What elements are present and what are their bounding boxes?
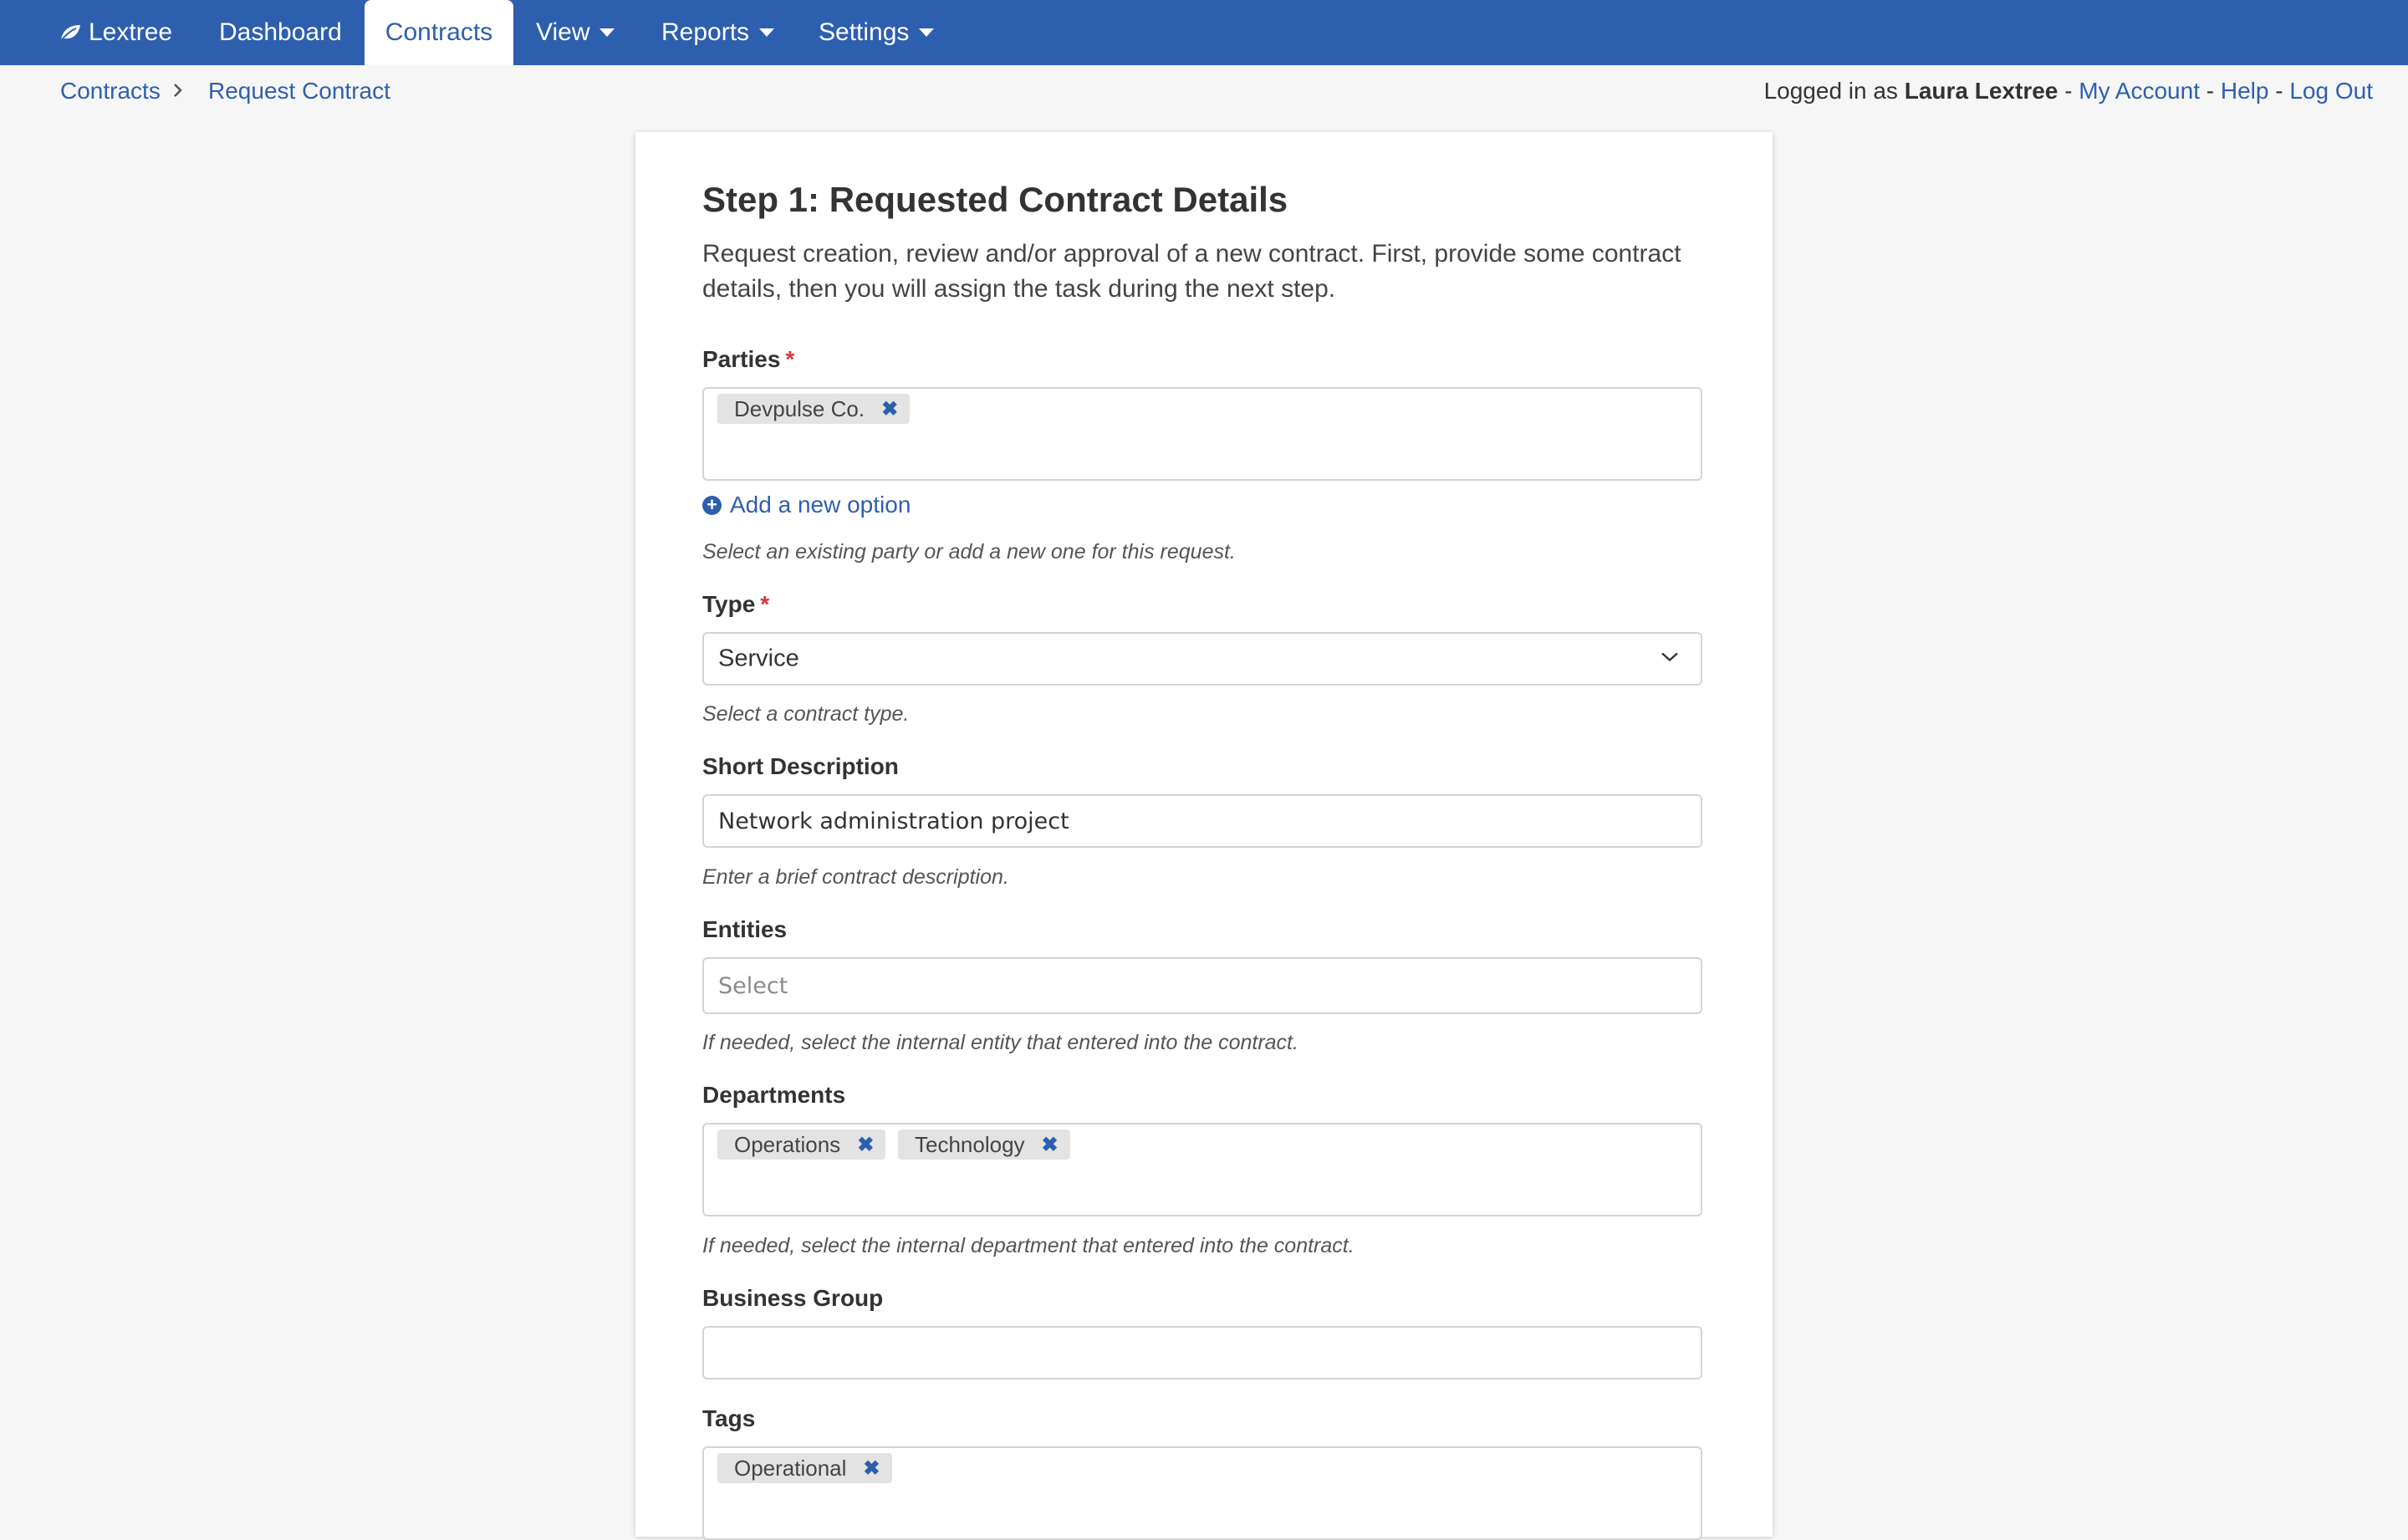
tag-operational bbox=[717, 1453, 892, 1483]
tag-operations bbox=[717, 1130, 885, 1160]
type-select[interactable] bbox=[702, 632, 1702, 686]
separator: - bbox=[2275, 78, 2283, 104]
tag-technology bbox=[898, 1130, 1070, 1160]
departments-multiselect[interactable] bbox=[702, 1123, 1702, 1216]
nav-contracts-label: Contracts bbox=[385, 18, 493, 46]
intro-text: Request creation, review and/or approval of a new contract. First, provide some contract details, then you will assign the task during the next step. bbox=[702, 240, 1681, 303]
nav-reports-label: Reports bbox=[661, 18, 750, 46]
page-title: Step 1: Requested Contract Details bbox=[702, 180, 1288, 219]
short-description-value: Network administration project bbox=[718, 808, 1069, 834]
nav-reports[interactable] bbox=[661, 0, 774, 65]
departments-label: Departments bbox=[702, 1082, 846, 1108]
short-description-help: Enter a brief contract description. bbox=[702, 865, 1009, 889]
entities-help: If needed, select the internal entity that entered into the contract. bbox=[702, 1031, 1298, 1054]
separator: - bbox=[2206, 78, 2215, 104]
log-out-link[interactable]: Log Out bbox=[2289, 78, 2373, 104]
tag-label: Operations bbox=[734, 1131, 841, 1157]
business-group-label: Business Group bbox=[702, 1285, 884, 1311]
short-description-input[interactable] bbox=[702, 794, 1702, 848]
chevron-down-icon bbox=[1661, 651, 1679, 667]
entities-select[interactable] bbox=[702, 957, 1702, 1014]
parties-help: Select an existing party or add a new one for this request. bbox=[702, 540, 1236, 563]
type-help: Select a contract type. bbox=[702, 702, 910, 726]
business-group-input[interactable] bbox=[702, 1326, 1702, 1379]
required-marker: * bbox=[760, 591, 770, 617]
entities-label: Entities bbox=[702, 916, 788, 942]
plus-circle-icon: + bbox=[702, 496, 722, 515]
tags-multiselect[interactable] bbox=[702, 1446, 1702, 1540]
breadcrumb-request-contract[interactable]: Request Contract bbox=[208, 78, 390, 104]
short-description-label: Short Description bbox=[702, 753, 899, 779]
nav-contracts[interactable] bbox=[365, 0, 513, 65]
remove-tag-icon[interactable]: ✖ bbox=[1041, 1133, 1059, 1156]
required-marker: * bbox=[785, 346, 795, 372]
tags-label: Tags bbox=[702, 1405, 756, 1431]
logged-in-prefix: Logged in as bbox=[1763, 78, 1898, 104]
remove-tag-icon[interactable]: ✖ bbox=[857, 1133, 875, 1156]
my-account-link[interactable]: My Account bbox=[2079, 78, 2200, 104]
request-form-card bbox=[635, 132, 1773, 1537]
top-navbar bbox=[0, 0, 2408, 65]
caret-down-icon bbox=[759, 28, 774, 37]
caret-down-icon bbox=[919, 28, 934, 37]
tag-label: Technology bbox=[915, 1131, 1025, 1157]
nav-dashboard[interactable] bbox=[219, 0, 342, 65]
parties-label bbox=[702, 346, 794, 373]
nav-settings-label: Settings bbox=[819, 18, 910, 46]
help-link[interactable]: Help bbox=[2220, 78, 2269, 104]
entities-placeholder: Select bbox=[718, 972, 788, 999]
separator: - bbox=[2064, 78, 2073, 104]
departments-help: If needed, select the internal department that entered into the contract. bbox=[702, 1234, 1354, 1257]
brand-name: Lextree bbox=[89, 18, 173, 46]
parties-multiselect[interactable] bbox=[702, 387, 1702, 481]
type-selected-value: Service bbox=[718, 645, 799, 672]
remove-tag-icon[interactable]: ✖ bbox=[863, 1456, 880, 1480]
nav-dashboard-label: Dashboard bbox=[219, 18, 342, 46]
tag-devpulse bbox=[717, 394, 910, 424]
nav-view-label: View bbox=[536, 18, 590, 46]
user-bar bbox=[1764, 78, 2373, 105]
nav-settings[interactable] bbox=[819, 0, 934, 65]
nav-view[interactable] bbox=[536, 0, 615, 65]
caret-down-icon bbox=[599, 28, 615, 37]
type-label bbox=[702, 591, 769, 618]
add-new-option-label: Add a new option bbox=[730, 492, 911, 518]
user-name: Laura Lextree bbox=[1904, 78, 2059, 104]
parties-label-text: Parties bbox=[702, 346, 781, 372]
add-new-option-link[interactable] bbox=[702, 492, 911, 518]
brand-link[interactable] bbox=[59, 0, 172, 65]
leaf-icon bbox=[59, 23, 82, 43]
tag-label: Operational bbox=[734, 1455, 847, 1481]
type-label-text: Type bbox=[702, 591, 756, 617]
breadcrumb-contracts[interactable]: Contracts bbox=[60, 78, 161, 104]
remove-tag-icon[interactable]: ✖ bbox=[881, 397, 899, 421]
chevron-right-icon bbox=[172, 80, 184, 105]
tag-label: Devpulse Co. bbox=[734, 395, 865, 421]
